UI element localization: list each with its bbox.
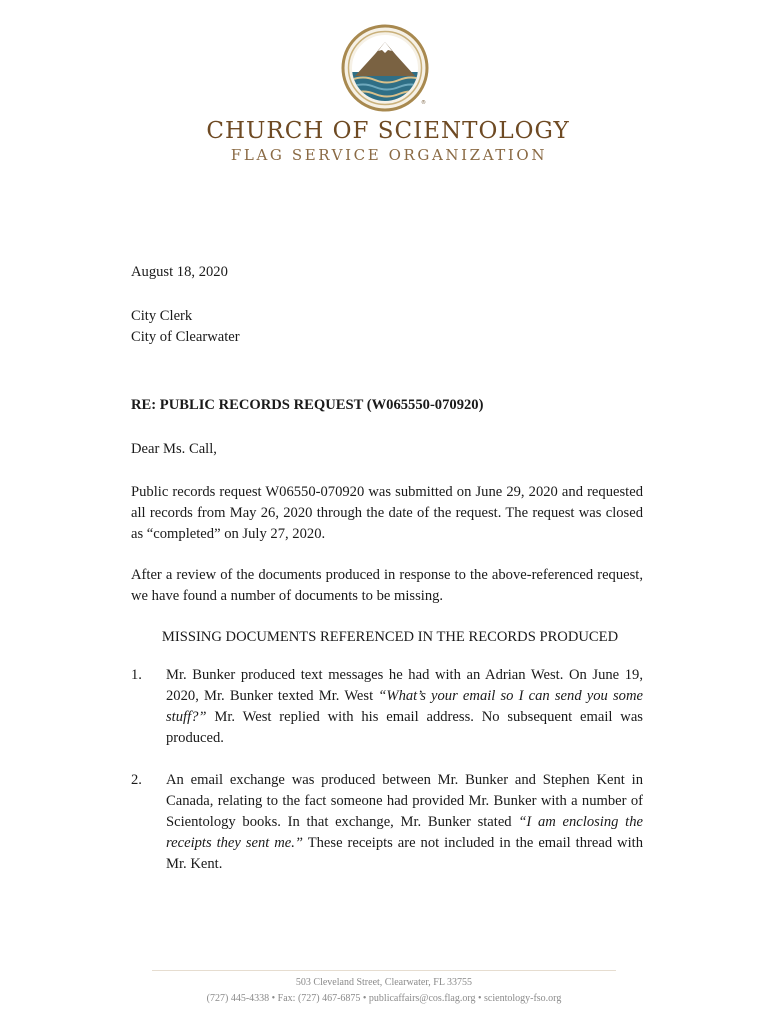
letterhead-subtitle: FLAG SERVICE ORGANIZATION: [230, 146, 548, 164]
registered-mark: ®: [421, 100, 426, 106]
item-1-text-before: Mr. Bunker produced text messages he had with an Adrian West. On June 19, 2020, Mr. Bunker texted Mr. West: [166, 667, 643, 704]
letterhead-title: CHURCH OF SCIENTOLOGY: [206, 118, 570, 144]
organization-logo-icon: [341, 24, 429, 112]
footer-address: 503 Cleveland Street, Clearwater, FL 33755: [295, 977, 473, 988]
recipient-line-1: City Clerk: [131, 308, 193, 324]
item-number-2: 2.: [131, 772, 142, 788]
subject-line: RE: PUBLIC RECORDS REQUEST (W065550-070920): [131, 397, 484, 413]
section-heading: MISSING DOCUMENTS REFERENCED IN THE RECORDS PRODUCED: [161, 629, 619, 645]
footer-contact: (727) 445-4338 • Fax: (727) 467-6875 • publicaffairs@cos.flag.org • scientology-fso.org: [206, 993, 562, 1004]
list-item-2: [166, 770, 643, 875]
footer-divider: [152, 970, 616, 971]
recipient-line-2: City of Clearwater: [131, 329, 240, 345]
body-paragraph-1: Public records request W06550-070920 was submitted on June 29, 2020 and requested all records from May 26, 2020 through the date of the request. The request was closed as “completed” on July 27, 2020.: [131, 484, 643, 542]
body-paragraph-2: After a review of the documents produced in response to the above-referenced request, we have found a number of documents to be missing.: [131, 567, 643, 604]
item-1-text-after: Mr. West replied with his email address. No subsequent email was produced.: [166, 709, 643, 746]
item-2-quote: “I am enclosing the receipts they sent me.”: [166, 814, 643, 851]
item-2-text-after: These receipts are not included in the email thread with Mr. Kent.: [166, 835, 643, 872]
letter-date: August 18, 2020: [131, 264, 228, 280]
salutation: Dear Ms. Call,: [131, 441, 217, 457]
item-2-text-before: An email exchange was produced between Mr. Bunker and Stephen Kent in Canada, relating to the fact someone had provided Mr. Bunker with a number of Scientology books. In that exchange, Mr. Bunker stated: [166, 772, 643, 830]
list-item-1: [166, 665, 643, 749]
item-number-1: 1.: [131, 667, 142, 683]
item-1-quote: “What’s your email so I can send you some stuff?”: [166, 688, 643, 725]
